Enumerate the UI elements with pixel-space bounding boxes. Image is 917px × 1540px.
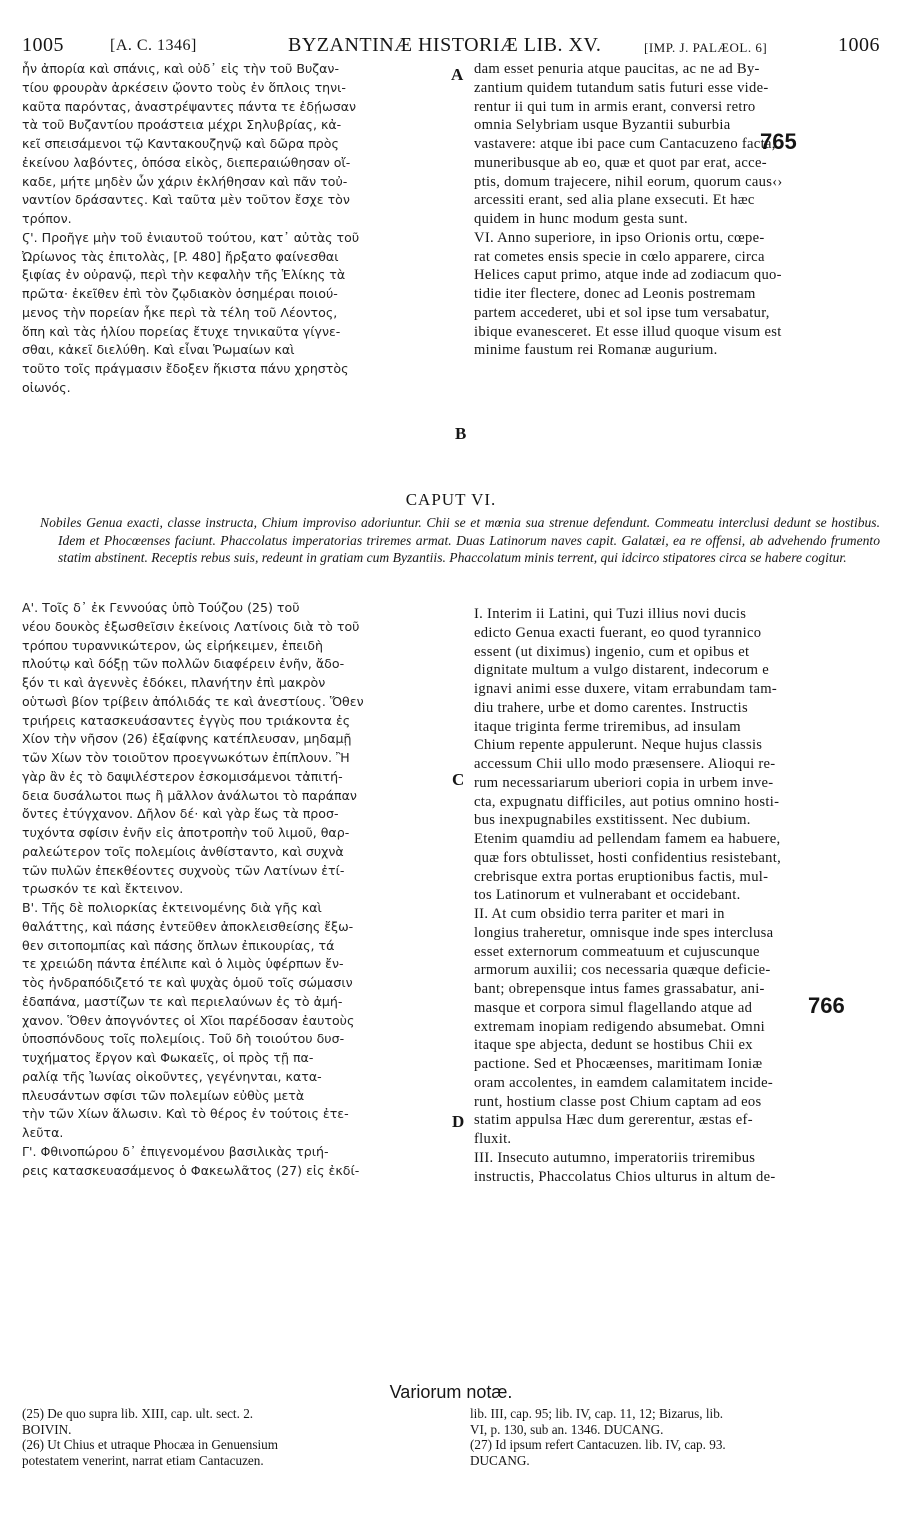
text-line: minime faustum rei Romanæ augurium. <box>474 342 718 359</box>
text-line: οἰωνός. <box>22 379 71 395</box>
text-line: νέου δουκὸς ἐξωσθεῖσιν ἐκείνοις Λατίνοις διὰ τὸ τοῦ <box>22 618 360 634</box>
text-line: II. At cum obsidio terra pariter et mari in <box>474 906 725 922</box>
text-line: τῶν πυλῶν ἐπεκθέοντες συχνοὺς τῶν Λατίνων ἐτί- <box>22 862 345 878</box>
text-line: ὄντες ἐτύγχανον. Δῆλον δέ· καὶ γὰρ ἕως τὰ προσ- <box>22 806 339 822</box>
text-line: ραλεώτερον τοῖς πολεμίοις ἀνθίσταντο, καὶ συχνὰ <box>22 843 344 859</box>
text-line: τὰ τοῦ Βυζαντίου προάστεια μέχρι Σηλυβρίας, κἀ- <box>22 117 342 133</box>
text-line: tos Latinorum et vulnerabant et occidebant. <box>474 887 741 904</box>
text-line: Ϛ'. Προῆγε μὴν τοῦ ἐνιαυτοῦ τούτου, κατ᾽ αὐτὰς τοῦ <box>22 229 360 245</box>
text-line: κεῖ σπεισάμενοι τῷ Καντακουζηνῷ καὶ δῶρα πρὸς <box>22 136 339 151</box>
text-line: Etenim quamdiu ad pellendam famem ea habuere, <box>474 831 781 847</box>
text-line: arcessiti erant, sed alia plane exsecuti. Et hæc <box>474 192 755 209</box>
text-line: τριήρεις κατασκευάσαντες ἐγγὺς που τριάκοντα ἐς <box>22 712 351 728</box>
text-line: I. Interim ii Latini, qui Tuzi illius novi ducis <box>474 606 747 622</box>
notes-heading: Variorum notæ. <box>389 1382 513 1402</box>
text-line: Chium repente appulerunt. Neque hujus classis <box>474 737 763 754</box>
header-date: [A. C. 1346] <box>110 37 197 54</box>
text-line: edicto Genua exacti fuerant, eo quod tyrannico <box>474 624 762 641</box>
text-line: statim appulsa Hæc dum gererentur, æstas ef- <box>474 1112 753 1129</box>
text-line: longius traheretur, omnisque inde spes interclusa <box>474 924 774 941</box>
footnote-line: (27) Id ipsum refert Cantacuzen. lib. IV, cap. 93. <box>470 1437 726 1452</box>
text-line: πλούτῳ καὶ δόξῃ τῶν πολλῶν διαφέρειν ἐνῆν, ἄδο- <box>22 656 345 672</box>
greek-column-top <box>22 60 444 398</box>
text-line: cta, expugnatu difficiles, aut potius omnino hosti- <box>474 793 780 810</box>
footnote-line: (25) De quo supra lib. XIII, cap. ult. sect. 2. <box>22 1406 254 1421</box>
header-title: BYZANTINÆ HISTORIÆ LIB. XV. <box>288 34 602 56</box>
text-line: vastavere: atque ibi pace cum Cantacuzeno facta, <box>474 136 776 152</box>
text-line: τὸς ἠνδραπόδιζετό τε καὶ ψυχὰς ὁμοῦ τοῖς σώμασιν <box>22 975 353 990</box>
text-line: partem accederet, ubi et sol ipse tum versabatur, <box>474 304 770 321</box>
text-line: τρόπου τυραννικώτερον, ὡς εἰρήκειμεν, ἐπειδὴ <box>22 637 323 653</box>
text-line: armorum auxilii; cos necessaria quæque deficie- <box>474 962 771 979</box>
text-line: θαλάττης, καὶ πάσης ἐντεῦθεν ἀποκλεισθείσης ἔξω- <box>22 918 354 934</box>
footnote-line: potestatem venerint, narrat etiam Cantacuzen. <box>22 1452 264 1468</box>
text-line: ὑποσπόνδους τοῖς πολεμίοις. Τοῦ δὴ τοιούτου δυσ- <box>22 1031 345 1047</box>
text-line: πρῶτα· ἐκεῖθεν ἐπὶ τὸν ζῳδιακὸν ὁσημέραι ποιού- <box>22 286 338 301</box>
text-line: τρόπον. <box>22 211 72 226</box>
header-emperor: [IMP. J. PALÆOL. 6] <box>644 40 768 55</box>
text-line: τὴν τῶν Χίων ἅλωσιν. Καὶ τὸ θέρος ἐν τούτοις ἐτε- <box>22 1106 349 1122</box>
page-number-left: 1005 <box>22 34 64 56</box>
text-line: ξιφίας ἐν οὐρανῷ, περὶ τὴν κεφαλὴν τῆς Ἑλίκης τὰ <box>22 267 346 283</box>
text-line: tidie iter flectere, donec ad Leonis postremam <box>474 286 756 302</box>
text-line: τίου φρουρὰν ἀρκέσειν ᾤοντο τοὺς ἐν ὅπλοις τηνι- <box>22 79 346 95</box>
text-line: Β'. Τῆς δὲ πολιορκίας ἐκτεινομένης διὰ γῆς καὶ <box>22 900 322 915</box>
text-line: ναντίον δράσαντες. Καὶ ταῦτα μὲν τοῦτον ἔσχε τὸν <box>22 192 350 208</box>
text-line: τοῦτο τοῖς πράγμασιν ἔδοξεν ἥκιστα πάνυ χρηστὸς <box>22 361 349 376</box>
text-line: rum necessariarum uberiori copia in urbem inve- <box>474 774 774 791</box>
text-line: esset externorum commeatuum et cujuscunque <box>474 943 760 960</box>
text-line: bus inexpugnabiles exstitissent. Nec dubium. <box>474 812 751 829</box>
text-line: Ὠρίωνος τὰς ἐπιτολὰς, [P. 480] ἤρξατο φαίνεσθαι <box>22 248 339 264</box>
text-line: τυχόντα σφίσιν ἐνῆν εἰς ἀποτροπὴν τοῦ λιμοῦ, θαρ- <box>22 825 350 840</box>
footnote-line: lib. III, cap. 95; lib. IV, cap. 11, 12; Bizarus, lib. <box>470 1406 724 1421</box>
text-line: Α'. Τοῖς δ᾽ ἐκ Γεννούας ὑπὸ Τούζου (25) τοῦ <box>22 600 300 615</box>
text-line: masque et corpora simul flagellando atque ad <box>474 999 753 1016</box>
section-marker-a: A <box>451 65 464 84</box>
text-line: ibique evanesceret. Et esse illud quoque visum est <box>474 323 782 340</box>
text-line: accessum Chii ullo modo præsensere. Alioqui re- <box>474 756 776 772</box>
text-line: ρεις κατασκευασάμενος ὁ Φακεωλᾶτος (27) εἰς ἐκδί- <box>22 1162 360 1178</box>
text-line: οὑτωσὶ βίον τρίβειν ἀπόλιδάς τε καὶ ἀνεστίους. Ὅθεν <box>22 693 364 709</box>
chapter-heading: CAPUT VI. <box>405 490 497 509</box>
text-line: fluxit. <box>474 1131 512 1147</box>
text-line: τυχήματος ἔργον καὶ Φωκαεῖς, οἱ πρὸς τῇ πα- <box>22 1050 314 1065</box>
text-line: runt, hostium classe post Chium captam ad eos <box>474 1093 762 1110</box>
text-line: καῦτα παρόντας, ἀναστρέψαντες πάντα τε ἐδῄωσαν <box>22 98 357 114</box>
text-line: quæ fors obtulisset, hosti confidentius resistebant, <box>474 849 782 866</box>
edition-page-number: 765 <box>760 129 797 154</box>
section-marker-b: B <box>455 424 467 443</box>
text-line: μενος τὴν πορείαν ἧκε περὶ τὰ τέλη τοῦ Λέοντος, <box>22 304 338 320</box>
text-line: τε χρειώδη πάντα ἐπέλιπε καὶ ὁ λιμὸς ὑφέρπων ἔν- <box>22 956 344 972</box>
chapter-summary: Nobiles Genua exacti, classe instructa, Chium improviso adoriuntur. Chii se et mœnia sua strenue defendunt. Commeatu interclusi dedunt se hostibus. Idem et Phocœenses faciunt. Phaccolatus imperatorias triremes armat. Duas Latinorum naves capit. Galatæi, ea re offensi, ab advehendo frumento statim abstinent. Receptis rebus suis, redeunt in gratiam cum Byzantiis. Phaccolatum minis terrent, qui idcirco stipatores circa se habere cogitur. <box>40 515 880 565</box>
text-line: ὅπη καὶ τὰς ἡλίου πορείας ἔτυχε τηνικαῦτα γίγνε- <box>22 323 341 339</box>
text-line: τρωσκόν τε καὶ ἔκτεινον. <box>22 881 184 897</box>
text-line: dignitate multum a vulgo distarent, indecorum e <box>474 662 769 679</box>
greek-column-bottom <box>22 599 445 1180</box>
text-line: ραλίᾳ τῆς Ἰωνίας οἰκοῦντες, γεγένηνται, κατα- <box>22 1068 322 1084</box>
section-marker-d: D <box>452 1112 465 1131</box>
text-line: VI. Anno superiore, in ipso Orionis ortu, cœpe- <box>474 229 765 246</box>
text-line: πλευσάντων σφίσι τῶν πολεμίων εὐθὺς μετὰ <box>22 1087 305 1103</box>
text-line: θεν σιτοπομπίας καὶ πάσης ὅπλων ἐπικουρίας, τά <box>22 937 335 953</box>
footnotes-right <box>470 1406 880 1468</box>
text-line: quidem in hunc modum gesta sunt. <box>474 211 688 227</box>
text-line: itaque spe abjecta, dedunt se hostibus Chii ex <box>474 1037 753 1054</box>
latin-column-bottom <box>474 605 879 1186</box>
text-line: extremam inopiam redigendo absumebat. Omni <box>474 1018 766 1035</box>
text-line: ptis, domum trajecere, nihil eorum, quorum caus‹› <box>474 173 783 190</box>
text-line: ignavi animi esse duxere, vitam errabundam tam- <box>474 681 778 697</box>
text-line: bant; obrepensque intus fames grassabatur, ani- <box>474 981 765 997</box>
footnotes-left <box>22 1406 445 1468</box>
text-line: Χίον τὴν νῆσον (26) ἐξαίφνης κατέπλευσαν, μηδαμῇ <box>22 731 352 747</box>
text-line: γὰρ ἂν ἐς τὸ δαψιλέστερον ἐσκομισάμενοι τἀπιτή- <box>22 768 343 784</box>
text-line: instructis, Phaccolatus Chios ulturus in altum de- <box>474 1168 776 1185</box>
text-line: oram accolentes, in eamdem calamitatem incide- <box>474 1074 774 1091</box>
text-line: ἦν ἀπορία καὶ σπάνις, καὶ οὐδ᾽ εἰς τὴν τοῦ Βυζαν- <box>22 61 340 76</box>
footnote-line: VI, p. 130, sub an. 1346. DUCANG. <box>470 1421 664 1437</box>
text-line: ἐδαπάνα, μαστίζων τε καὶ περιελαύνων ἐς τὸ ἀμή- <box>22 993 343 1009</box>
footnote-line: BOIVIN. <box>22 1421 72 1437</box>
latin-column-top <box>474 60 879 360</box>
running-header <box>22 34 880 60</box>
text-line: σθαι, κἀκεῖ διελύθη. Καὶ εἶναι Ῥωμαίων καὶ <box>22 342 295 358</box>
text-line: ἐκείνου λαβόντες, ὁπόσα εἰκὸς, διεπεραιώθησαν οἴ- <box>22 154 351 170</box>
text-line: diu trahere, urbe et domo carentes. Instructis <box>474 699 748 716</box>
text-line: ξόν τι καὶ ἀγεννὲς ἐδόκει, πλανήτην ἐπὶ μακρὸν <box>22 675 326 690</box>
page-number-right: 1006 <box>838 34 880 56</box>
text-line: δεια δυσάλωτοι πως ἢ μᾶλλον ἀνάλωτοι τὸ παράπαν <box>22 787 357 803</box>
footnote-line: DUCANG. <box>470 1452 530 1468</box>
text-line: rentur ii qui tum in armis erant, conversi retro <box>474 98 756 115</box>
text-line: muneribusque ab eo, quæ et quot par erat, acce- <box>474 154 767 171</box>
text-line: χανον. Ὅθεν ἀπογνόντες οἱ Χῖοι παρέδοσαν ἑαυτοὺς <box>22 1012 355 1028</box>
text-line: crebrisque extra portas eruptionibus factis, mul- <box>474 868 769 885</box>
text-line: III. Insecuto autumno, imperatoriis triremibus <box>474 1149 756 1166</box>
text-line: essent (ut diximus) ingenio, cum et opibus et <box>474 643 750 660</box>
text-line: Helices caput primo, atque inde ad zodiacum quo- <box>474 267 782 284</box>
edition-page-number: 766 <box>808 993 845 1018</box>
text-line: Γ'. Φθινοπώρου δ᾽ ἐπιγενομένου βασιλικὰς τριή- <box>22 1143 329 1159</box>
text-line: dam esset penuria atque paucitas, ac ne ad By- <box>474 61 760 77</box>
text-line: itaque triginta ferme triremibus, ad insulam <box>474 718 741 735</box>
section-marker-c: C <box>452 770 465 789</box>
footnote-line: (26) Ut Chius et utraque Phocæa in Genuensium <box>22 1437 279 1452</box>
text-line: zantium quidem tutandum satis futuri esse vide- <box>474 79 769 96</box>
text-line: pactione. Sed et Phocæenses, maritimam Ioniæ <box>474 1056 763 1072</box>
text-line: τῶν Χίων τὸν τοιοῦτον προεγνωκότων ἐπίπλουν. Ἢ <box>22 750 350 765</box>
text-line: λεῦτα. <box>22 1125 64 1140</box>
text-line: omnia Selybriam usque Byzantii suburbia <box>474 117 731 134</box>
text-line: rat cometes ensis specie in cœlo apparere, circa <box>474 248 765 265</box>
text-line: καδε, μήτε μηδὲν ὧν χάριν ἐκλήθησαν καὶ πᾶν τοὐ- <box>22 173 348 189</box>
